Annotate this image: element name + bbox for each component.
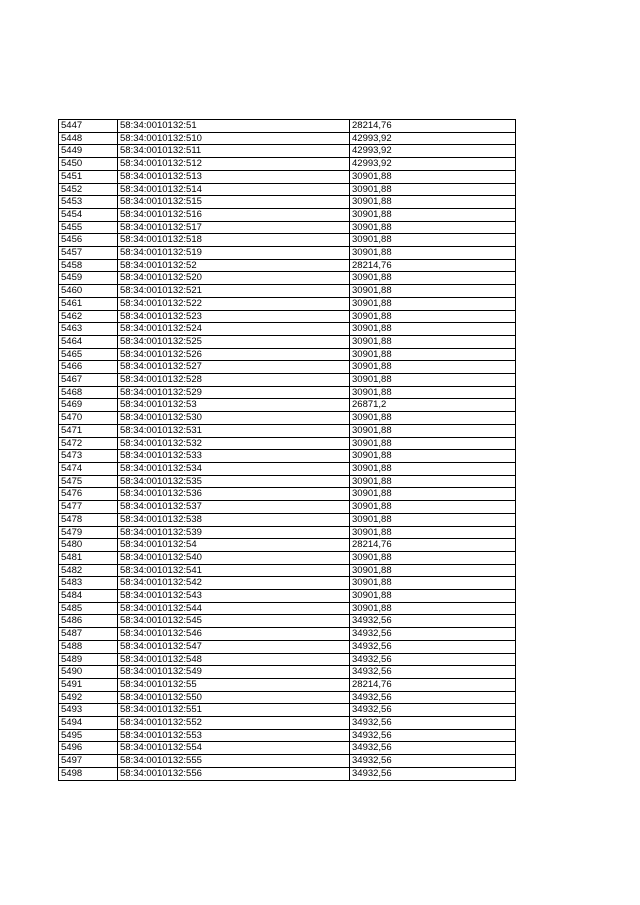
table-row — [59, 247, 516, 260]
table-row — [59, 145, 516, 158]
table-row — [59, 526, 516, 539]
cadastral-number-cell: 58:34:0010132:511 — [118, 145, 350, 158]
row-number-cell: 5493 — [59, 704, 118, 717]
row-number-cell: 5485 — [59, 602, 118, 615]
row-number-cell: 5450 — [59, 158, 118, 171]
value-cell: 28214,76 — [350, 539, 516, 552]
row-number-cell: 5474 — [59, 462, 118, 475]
value-cell: 30901,88 — [350, 361, 516, 374]
row-number-cell: 5449 — [59, 145, 118, 158]
row-number-cell: 5461 — [59, 297, 118, 310]
value-cell: 34932,56 — [350, 615, 516, 628]
cadastral-number-cell: 58:34:0010132:521 — [118, 285, 350, 298]
table-row — [59, 323, 516, 336]
value-cell: 30901,88 — [350, 196, 516, 209]
cadastral-number-cell: 58:34:0010132:525 — [118, 335, 350, 348]
row-number-cell: 5451 — [59, 170, 118, 183]
value-cell: 30901,88 — [350, 208, 516, 221]
value-cell: 30901,88 — [350, 374, 516, 387]
table-row — [59, 501, 516, 514]
row-number-cell: 5486 — [59, 615, 118, 628]
value-cell: 42993,92 — [350, 132, 516, 145]
value-cell: 30901,88 — [350, 310, 516, 323]
table-row — [59, 158, 516, 171]
cadastral-number-cell: 58:34:0010132:514 — [118, 183, 350, 196]
table-body — [59, 120, 516, 781]
table-row — [59, 666, 516, 679]
cadastral-number-cell: 58:34:0010132:516 — [118, 208, 350, 221]
row-number-cell: 5458 — [59, 259, 118, 272]
cadastral-number-cell: 58:34:0010132:538 — [118, 513, 350, 526]
cadastral-number-cell: 58:34:0010132:529 — [118, 386, 350, 399]
table-row — [59, 539, 516, 552]
value-cell: 34932,56 — [350, 729, 516, 742]
cadastral-number-cell: 58:34:0010132:555 — [118, 755, 350, 768]
cadastral-number-cell: 58:34:0010132:534 — [118, 462, 350, 475]
table-row — [59, 640, 516, 653]
cadastral-number-cell: 58:34:0010132:512 — [118, 158, 350, 171]
row-number-cell: 5452 — [59, 183, 118, 196]
table-row — [59, 234, 516, 247]
table-row — [59, 602, 516, 615]
row-number-cell: 5484 — [59, 590, 118, 603]
table-row — [59, 259, 516, 272]
value-cell: 34932,56 — [350, 767, 516, 780]
row-number-cell: 5481 — [59, 551, 118, 564]
cadastral-number-cell: 58:34:0010132:544 — [118, 602, 350, 615]
value-cell: 30901,88 — [350, 221, 516, 234]
value-cell: 30901,88 — [350, 323, 516, 336]
cadastral-number-cell: 58:34:0010132:539 — [118, 526, 350, 539]
value-cell: 30901,88 — [350, 437, 516, 450]
table-row — [59, 132, 516, 145]
table-row — [59, 208, 516, 221]
value-cell: 30901,88 — [350, 501, 516, 514]
value-cell: 30901,88 — [350, 297, 516, 310]
cadastral-number-cell: 58:34:0010132:519 — [118, 247, 350, 260]
cadastral-number-cell: 58:34:0010132:545 — [118, 615, 350, 628]
cadastral-number-cell: 58:34:0010132:51 — [118, 120, 350, 133]
row-number-cell: 5483 — [59, 577, 118, 590]
cadastral-number-cell: 58:34:0010132:553 — [118, 729, 350, 742]
row-number-cell: 5460 — [59, 285, 118, 298]
row-number-cell: 5469 — [59, 399, 118, 412]
cadastral-number-cell: 58:34:0010132:526 — [118, 348, 350, 361]
value-cell: 30901,88 — [350, 247, 516, 260]
table-row — [59, 272, 516, 285]
cadastral-number-cell: 58:34:0010132:542 — [118, 577, 350, 590]
table-row — [59, 653, 516, 666]
cadastral-number-cell: 58:34:0010132:540 — [118, 551, 350, 564]
row-number-cell: 5489 — [59, 653, 118, 666]
cadastral-number-cell: 58:34:0010132:551 — [118, 704, 350, 717]
table-row — [59, 424, 516, 437]
table-row — [59, 551, 516, 564]
row-number-cell: 5457 — [59, 247, 118, 260]
row-number-cell: 5480 — [59, 539, 118, 552]
row-number-cell: 5482 — [59, 564, 118, 577]
row-number-cell: 5497 — [59, 755, 118, 768]
table-row — [59, 285, 516, 298]
value-cell: 42993,92 — [350, 158, 516, 171]
cadastral-number-cell: 58:34:0010132:523 — [118, 310, 350, 323]
value-cell: 30901,88 — [350, 564, 516, 577]
cadastral-number-cell: 58:34:0010132:527 — [118, 361, 350, 374]
row-number-cell: 5490 — [59, 666, 118, 679]
value-cell: 34932,56 — [350, 640, 516, 653]
value-cell: 30901,88 — [350, 170, 516, 183]
value-cell: 30901,88 — [350, 602, 516, 615]
value-cell: 30901,88 — [350, 183, 516, 196]
table-row — [59, 513, 516, 526]
table-row — [59, 767, 516, 780]
value-cell: 34932,56 — [350, 666, 516, 679]
table-row — [59, 183, 516, 196]
row-number-cell: 5454 — [59, 208, 118, 221]
table-row — [59, 386, 516, 399]
row-number-cell: 5448 — [59, 132, 118, 145]
value-cell: 30901,88 — [350, 272, 516, 285]
value-cell: 30901,88 — [350, 526, 516, 539]
row-number-cell: 5488 — [59, 640, 118, 653]
cadastral-number-cell: 58:34:0010132:547 — [118, 640, 350, 653]
row-number-cell: 5478 — [59, 513, 118, 526]
value-cell: 34932,56 — [350, 717, 516, 730]
table-row — [59, 590, 516, 603]
value-cell: 30901,88 — [350, 386, 516, 399]
table-row — [59, 348, 516, 361]
row-number-cell: 5465 — [59, 348, 118, 361]
value-cell: 30901,88 — [350, 412, 516, 425]
row-number-cell: 5492 — [59, 691, 118, 704]
row-number-cell: 5455 — [59, 221, 118, 234]
value-cell: 30901,88 — [350, 348, 516, 361]
table-row — [59, 335, 516, 348]
cadastral-number-cell: 58:34:0010132:533 — [118, 450, 350, 463]
value-cell: 34932,56 — [350, 691, 516, 704]
row-number-cell: 5447 — [59, 120, 118, 133]
cadastral-number-cell: 58:34:0010132:535 — [118, 475, 350, 488]
cadastral-number-cell: 58:34:0010132:552 — [118, 717, 350, 730]
value-cell: 30901,88 — [350, 475, 516, 488]
cadastral-number-cell: 58:34:0010132:556 — [118, 767, 350, 780]
value-cell: 42993,92 — [350, 145, 516, 158]
table-row — [59, 450, 516, 463]
value-cell: 30901,88 — [350, 462, 516, 475]
table-row — [59, 717, 516, 730]
row-number-cell: 5468 — [59, 386, 118, 399]
cadastral-number-cell: 58:34:0010132:550 — [118, 691, 350, 704]
value-cell: 34932,56 — [350, 628, 516, 641]
value-cell: 30901,88 — [350, 450, 516, 463]
cadastral-number-cell: 58:34:0010132:536 — [118, 488, 350, 501]
cadastral-number-cell: 58:34:0010132:517 — [118, 221, 350, 234]
value-cell: 30901,88 — [350, 551, 516, 564]
table-row — [59, 374, 516, 387]
cadastral-number-cell: 58:34:0010132:52 — [118, 259, 350, 272]
value-cell: 26871,2 — [350, 399, 516, 412]
cadastral-number-cell: 58:34:0010132:543 — [118, 590, 350, 603]
value-cell: 34932,56 — [350, 755, 516, 768]
row-number-cell: 5498 — [59, 767, 118, 780]
value-cell: 30901,88 — [350, 234, 516, 247]
row-number-cell: 5491 — [59, 678, 118, 691]
row-number-cell: 5470 — [59, 412, 118, 425]
row-number-cell: 5479 — [59, 526, 118, 539]
cadastral-number-cell: 58:34:0010132:531 — [118, 424, 350, 437]
cadastral-number-cell: 58:34:0010132:510 — [118, 132, 350, 145]
table-row — [59, 742, 516, 755]
value-cell: 34932,56 — [350, 704, 516, 717]
row-number-cell: 5459 — [59, 272, 118, 285]
cadastral-number-cell: 58:34:0010132:53 — [118, 399, 350, 412]
row-number-cell: 5464 — [59, 335, 118, 348]
cadastral-number-cell: 58:34:0010132:530 — [118, 412, 350, 425]
cadastral-number-cell: 58:34:0010132:548 — [118, 653, 350, 666]
cadastral-number-cell: 58:34:0010132:54 — [118, 539, 350, 552]
cadastral-number-cell: 58:34:0010132:528 — [118, 374, 350, 387]
value-cell: 30901,88 — [350, 488, 516, 501]
table-row — [59, 691, 516, 704]
cadastral-number-cell: 58:34:0010132:546 — [118, 628, 350, 641]
cadastral-number-cell: 58:34:0010132:513 — [118, 170, 350, 183]
table-row — [59, 310, 516, 323]
table-row — [59, 412, 516, 425]
value-cell: 34932,56 — [350, 653, 516, 666]
row-number-cell: 5462 — [59, 310, 118, 323]
row-number-cell: 5467 — [59, 374, 118, 387]
row-number-cell: 5471 — [59, 424, 118, 437]
cadastral-number-cell: 58:34:0010132:537 — [118, 501, 350, 514]
value-cell: 34932,56 — [350, 742, 516, 755]
row-number-cell: 5463 — [59, 323, 118, 336]
table-row — [59, 564, 516, 577]
row-number-cell: 5475 — [59, 475, 118, 488]
table-row — [59, 462, 516, 475]
row-number-cell: 5473 — [59, 450, 118, 463]
value-cell: 28214,76 — [350, 259, 516, 272]
table-row — [59, 755, 516, 768]
value-cell: 30901,88 — [350, 335, 516, 348]
cadastral-number-cell: 58:34:0010132:55 — [118, 678, 350, 691]
cadastral-number-cell: 58:34:0010132:541 — [118, 564, 350, 577]
row-number-cell: 5456 — [59, 234, 118, 247]
table-row — [59, 297, 516, 310]
row-number-cell: 5453 — [59, 196, 118, 209]
table-row — [59, 221, 516, 234]
table-row — [59, 488, 516, 501]
value-cell: 30901,88 — [350, 513, 516, 526]
value-cell: 30901,88 — [350, 285, 516, 298]
cadastral-number-cell: 58:34:0010132:554 — [118, 742, 350, 755]
row-number-cell: 5487 — [59, 628, 118, 641]
table-row — [59, 361, 516, 374]
cadastral-number-cell: 58:34:0010132:522 — [118, 297, 350, 310]
value-cell: 28214,76 — [350, 678, 516, 691]
table-row — [59, 196, 516, 209]
row-number-cell: 5466 — [59, 361, 118, 374]
cadastral-number-cell: 58:34:0010132:549 — [118, 666, 350, 679]
cadastral-value-table — [58, 119, 516, 781]
row-number-cell: 5495 — [59, 729, 118, 742]
cadastral-number-cell: 58:34:0010132:532 — [118, 437, 350, 450]
row-number-cell: 5472 — [59, 437, 118, 450]
cadastral-number-cell: 58:34:0010132:518 — [118, 234, 350, 247]
value-cell: 30901,88 — [350, 424, 516, 437]
table-row — [59, 399, 516, 412]
row-number-cell: 5494 — [59, 717, 118, 730]
cadastral-number-cell: 58:34:0010132:524 — [118, 323, 350, 336]
table-row — [59, 628, 516, 641]
cadastral-number-cell: 58:34:0010132:515 — [118, 196, 350, 209]
table-row — [59, 704, 516, 717]
table-row — [59, 475, 516, 488]
row-number-cell: 5496 — [59, 742, 118, 755]
table-row — [59, 615, 516, 628]
table-row — [59, 120, 516, 133]
table-row — [59, 170, 516, 183]
table-row — [59, 729, 516, 742]
value-cell: 28214,76 — [350, 120, 516, 133]
table-row — [59, 437, 516, 450]
value-cell: 30901,88 — [350, 590, 516, 603]
table-row — [59, 577, 516, 590]
row-number-cell: 5477 — [59, 501, 118, 514]
cadastral-number-cell: 58:34:0010132:520 — [118, 272, 350, 285]
table-row — [59, 678, 516, 691]
row-number-cell: 5476 — [59, 488, 118, 501]
value-cell: 30901,88 — [350, 577, 516, 590]
